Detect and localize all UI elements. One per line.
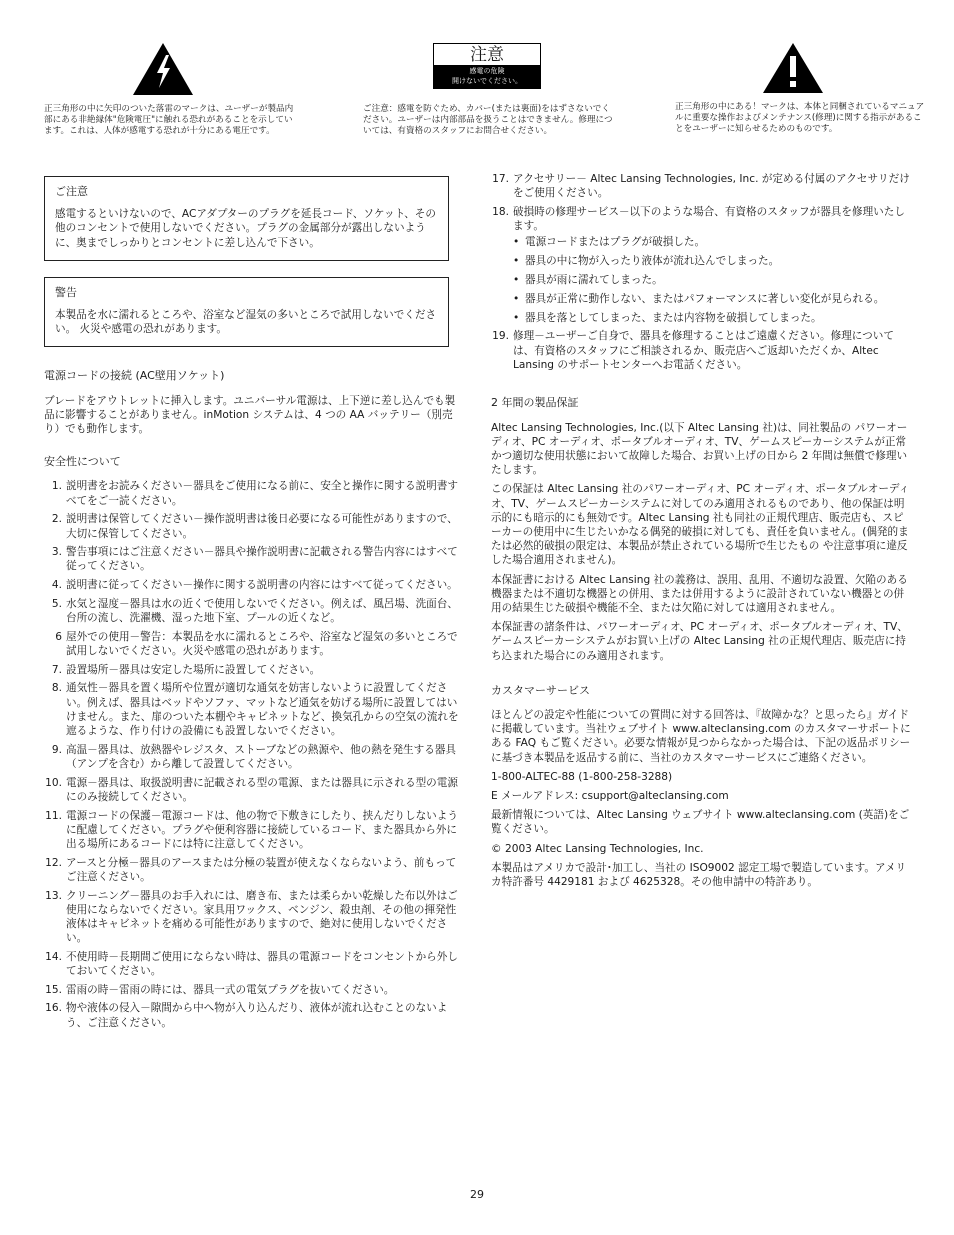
warranty-paragraph-3: 本保証書における Altec Lansing 社の義務は、誤用、乱用、不適切な設置、欠陥のある機器または不適切な機器との併用、または併用するように設計されていない機器との併用の結果生じた破損や機能不全、または欠陥に対しては適用されません。: [491, 573, 908, 615]
damage-bullets: [513, 235, 911, 324]
item-text: クリーニング－器具のお手入れには、磨き布、または柔らかい乾燥した布以外はご使用にならないでください。家具用ワックス、ベンジン、殺虫剤、その他の揮発性液体はキャビネットを痛める可能性がありますので、絶対に使用しないでください。: [66, 889, 458, 945]
item-text: アースと分極－器具のアースまたは分極の装置が使えなくならないよう、前もってご注意ください。: [66, 856, 457, 883]
safety-item: [44, 578, 464, 592]
item-number: 7.: [51, 663, 62, 676]
exclamation-warning-icon: [763, 43, 823, 93]
item-text: 修理－ユーザーご自身で、器具を修理することはご遠慮ください。修理については、有資格のスタッフにご相談されるか、販売店へご返却いただくか、Altec Lansing のサポートセンターへお電話ください。: [513, 330, 894, 371]
safety-item: [44, 545, 464, 573]
safety-item: [44, 983, 464, 997]
support-email: E メールアドレス: csupport@alteclansing.com: [491, 790, 729, 803]
exclamation-warning-text: 正三角形の中にある！マークは、本体と同梱されているマニュアルに重要な操作およびメンテナンス(修理)に関する指示があることをユーザーに知らせるためのものです。: [675, 102, 925, 135]
item-number: 14.: [45, 950, 62, 963]
safety-list: [44, 479, 464, 1029]
item-number: 13.: [45, 889, 62, 902]
list-item: [491, 329, 911, 372]
support-paragraph: ほとんどの設定や性能についての質問に対する回答は、『故障かな？と思ったら』ガイドに掲載しています。当社ウェブサイト www.alteclansing.com のカスタマーサポートにある FAQ もご覧ください。必要な情報が見つからなかった場合は、下記の返品ポリシーに基づき本製品を返品する前に、当社のカスタマーサービスにご連絡ください。: [491, 709, 911, 764]
safety-item: [44, 889, 464, 946]
item-number: 1.: [51, 480, 62, 493]
warranty-paragraph-1: Altec Lansing Technologies, Inc.(以下 Altec Lansing 社)は、同社製品の パワーオーディオ、PC オーディオ、ポータブルオーディオ、TV、ゲームスピーカーシステムが正常かつ適切な使用状態において故障した場合、お買い上げの日から 2 年間は無償で修理いたします。: [491, 421, 908, 477]
item-number: 4.: [51, 579, 62, 592]
item-number: 15.: [45, 983, 62, 996]
caution-label: [433, 43, 541, 89]
item-number: 5.: [51, 597, 62, 610]
item-text: 破損時の修理サービス－以下のような場合、有資格のスタッフが器具を修理いたします。: [513, 205, 905, 233]
bullet-item: • 電源コードまたはプラグが破損した。: [513, 235, 911, 249]
copyright: © 2003 Altec Lansing Technologies, Inc.: [491, 842, 704, 855]
item-number: 17.: [492, 173, 509, 185]
bullet-item: • 器具が正常に動作しない、またはパフォーマンスに著しい変化が見られる。: [513, 292, 911, 306]
lightning-warning-text: 正三角形の中に矢印のついた落雷のマークは、ユーザーが製品内部にある非絶縁体"危険電圧"に触れる恐れがあることを示しています。これは、人体が感電する恐れが十分にある電圧です。: [44, 104, 294, 137]
right-column: [491, 172, 911, 894]
list-item: [491, 172, 911, 200]
safety-item: [44, 743, 464, 771]
item-number: 19.: [492, 330, 509, 343]
safety-item: [44, 950, 464, 978]
item-number: 18.: [492, 205, 509, 218]
item-number: 10.: [45, 776, 62, 789]
item-text: 物や液体の侵入－隙間から中へ物が入り込んだり、液体が流れ込むことのないよう、ご注意ください。: [66, 1002, 448, 1029]
manufacture-note: 本製品はアメリカで設計･加工し、当社の ISO9002 認定工場で製造しています。アメリカ特許番号 4429181 および 4625328。その他申請中の特許あり。: [491, 861, 907, 889]
item-text: 説明書に従ってください－操作に関する説明書の内容にはすべて従ってください。: [66, 579, 458, 592]
item-text: 警告事項にはご注意ください－器具や操作説明書に記載される警告内容にはすべて従ってください。: [66, 546, 458, 573]
list-item: [491, 205, 911, 325]
safety-item: [44, 1001, 464, 1029]
caution-line-2: 開けないでください。: [452, 77, 522, 85]
safety-item: [44, 512, 464, 540]
power-section-title: 電源コードの接続 (AC壁用ソケット): [44, 369, 225, 383]
item-number: 2.: [51, 513, 62, 526]
notice-body: 感電するといけないので、ACアダプターのプラグを延長コード、ソケット、その他のコンセントで使用しないでください。プラグの金属部分が露出しないように、奥までしっかりとコンセントに差し込んで下さい。: [55, 208, 436, 249]
warranty-paragraph-4: 本保証書の諸条件は、パワーオーディオ、PC オーディオ、ポータブルオーディオ、TV、ゲームスピーカーシステムがお買い上げの Altec Lansing 社の正規代理店、販売店に持ち込まれた場合にのみ適用されます。: [491, 621, 908, 662]
item-number: 9.: [51, 743, 62, 756]
warranty-paragraph-2: この保証は Altec Lansing 社のパワーオーディオ、PC オーディオ、ポータブルオーディオ、TV、ゲームスピーカーシステムに対してのみ適用されるものであり、他の保証は明示的にも暗示的にも無効です。Altec Lansing 社も同社の正規代理店、販売店も、スピーカーの使用中に生じたいかなる偶発的破損に対しても、責任を負いません。(偶発的または必然的破損の限定は、本製品が禁止されている場所で生じたもの や注意事項に違反した場合適用されません)。: [491, 483, 910, 567]
item-text: 屋外での使用－警告：本製品を水に濡れるところや、浴室など湿気の多いところで試用しないでください。火災や感電の恐れがあります。: [66, 630, 458, 657]
item-number: 3.: [51, 546, 62, 559]
item-text: 説明書は保管してください－操作説明書は後日必要になる可能性がありますので、大切に保管してください。: [66, 513, 458, 540]
item-number: 6: [55, 630, 62, 643]
bullet-item: • 器具が雨に濡れてしまった。: [513, 273, 911, 287]
item-text: 電源－器具は、取扱説明書に記載される型の電源、または器具に示される型の電源にのみ接続してください。: [66, 776, 458, 803]
caution-title: 注意: [434, 44, 540, 66]
item-text: 設置場所－器具は安定した場所に設置してください。: [66, 663, 321, 676]
support-phone: 1-800-ALTEC-88 (1-800-258-3288): [491, 770, 673, 783]
bullet-item: • 器具を落としてしまった、または内容物を破損してしまった。: [513, 311, 911, 325]
page-number: 29: [470, 1188, 484, 1201]
service-list: [491, 172, 911, 372]
support-section-title: カスタマーサービス: [491, 683, 590, 697]
item-text: 電源コードの保護－電源コードは、他の物で下敷きにしたり、挟んだりしないように配慮してください。プラグや便利容器に接続しているコード、また器具から外に出る場所にあるコードには特に注意してください。: [66, 809, 458, 850]
bullet-item: • 器具の中に物が入ったり液体が流れ込んでしまった。: [513, 254, 911, 268]
safety-item: [44, 856, 464, 884]
warning-box: [44, 277, 449, 348]
safety-item: [44, 479, 464, 507]
notice-title: ご注意: [55, 185, 88, 198]
safety-item: [44, 776, 464, 804]
safety-item: [44, 630, 464, 658]
caution-line-1: 感電の危険: [469, 67, 505, 75]
safety-item: [44, 809, 464, 852]
warning-body: 本製品を水に濡れるところや、浴室など湿気の多いところで試用しないでください。 火災や感電の恐れがあります。: [55, 309, 437, 336]
safety-section-title: 安全性について: [44, 455, 121, 469]
support-web: 最新情報については、Altec Lansing ウェブサイト www.alteclansing.com (英語)をご覧ください。: [491, 809, 910, 836]
safety-item: [44, 597, 464, 625]
warranty-section-title: 2 年間の製品保証: [491, 396, 579, 410]
item-number: 16.: [45, 1002, 62, 1015]
item-number: 12.: [45, 856, 62, 869]
item-number: 11.: [45, 809, 62, 822]
item-text: 通気性－器具を置く場所や位置が適切な通気を妨害しないように設置してください。例えば、器具はベッドやソファ、マットなど通気を妨げる場所に設置してはいけません。また、扉のついた本棚やキャビネットなど、換気孔からの空気の流れを遮るような、作り付けの設備にも設置しないでください。: [66, 682, 459, 737]
left-column: [44, 176, 464, 1034]
lightning-warning-icon: [133, 43, 193, 95]
item-text: 水気と湿度－器具は水の近くで使用しないでください。例えば、風呂場、洗面台、台所の流し、洗濯機、湿った地下室、プールの近くなど。: [66, 597, 458, 625]
safety-item: [44, 663, 464, 677]
item-text: 雷雨の時－雷雨の時には、器具一式の電気プラグを抜いてください。: [66, 983, 395, 996]
caution-text: ご注意：感電を防ぐため、カバー(または裏面)をはずさないでください。ユーザーは内部部品を扱うことはできません。修理については、有資格のスタッフにお問合せください。: [363, 104, 613, 137]
caution-subtext: [434, 65, 540, 88]
item-text: アクセサリー－ Altec Lansing Technologies, Inc. が定める付属のアクセサリだけをご使用ください。: [513, 173, 910, 200]
item-number: 8.: [51, 682, 62, 695]
power-section-body: ブレードをアウトレットに挿入します。ユニバーサル電源は、上下逆に差し込んでも製品に影響することがありません。inMotion システムは、4 つの AA バッテリー（別売り）でも動作します。: [44, 394, 456, 436]
item-text: 高温－器具は、放熱器やレジスタ、ストーブなどの熱源や、他の熱を発生する器具（アンプを含む）から離して設置してください。: [66, 743, 457, 770]
notice-box: [44, 176, 449, 261]
item-text: 不使用時－長期間ご使用にならない時は、器具の電源コードをコンセントから外しておいてください。: [66, 950, 458, 978]
item-text: 説明書をお読みください－器具をご使用になる前に、安全と操作に関する説明書すべてをご一読ください。: [66, 480, 458, 507]
warning-title: 警告: [55, 285, 77, 299]
safety-item: [44, 681, 464, 738]
